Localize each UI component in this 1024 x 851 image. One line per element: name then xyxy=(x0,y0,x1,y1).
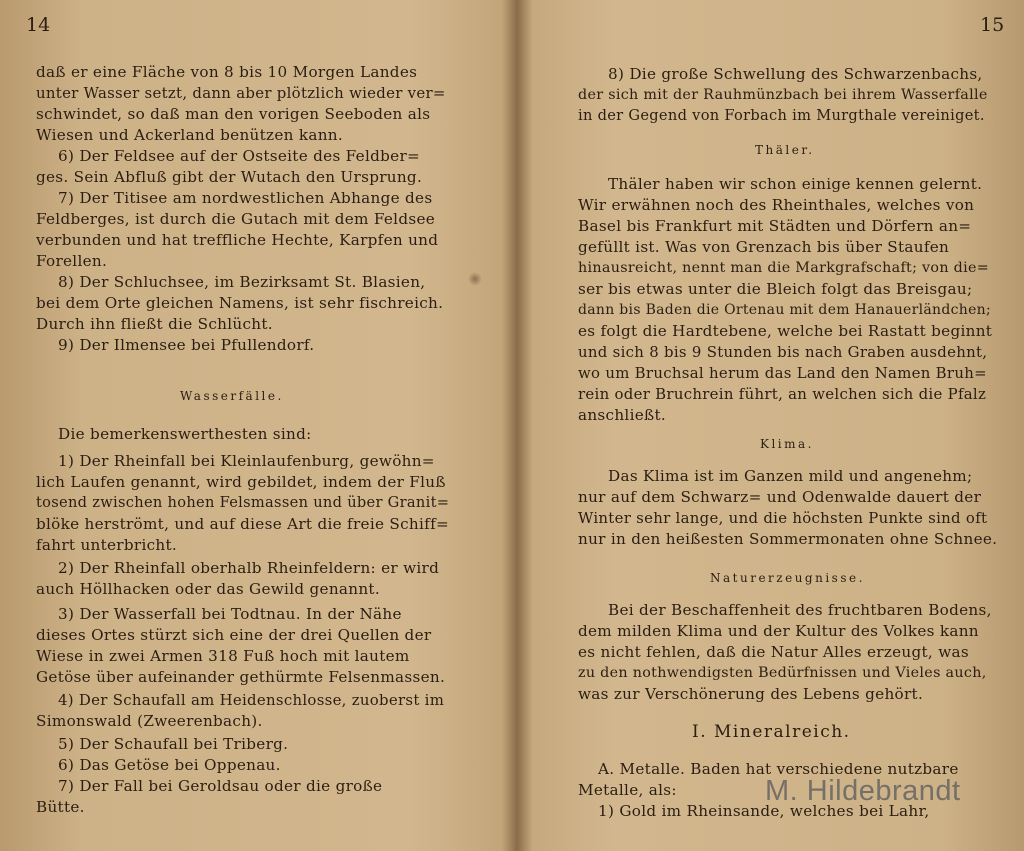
right-text-line: Metalle, als: xyxy=(578,781,677,799)
left-text-line: 3) Der Wasserfall bei Todtnau. In der Nähe xyxy=(58,605,402,623)
section-heading: Thäler. xyxy=(755,143,815,157)
right-text-line: in der Gegend von Forbach im Murgthale vereiniget. xyxy=(578,107,985,124)
right-text-line: der sich mit der Rauhmünzbach bei ihrem Wasserfalle xyxy=(578,87,988,103)
left-text-line: 9) Der Ilmensee bei Pfullendorf. xyxy=(58,336,315,354)
right-page xyxy=(522,0,1024,851)
right-text-line: und sich 8 bis 9 Stunden bis nach Graben ausdehnt, xyxy=(578,343,988,361)
right-text-line: Das Klima ist im Ganzen mild und angenehm; xyxy=(608,467,973,485)
right-text-line: anschließt. xyxy=(578,406,666,424)
left-text-line: bei dem Orte gleichen Namens, ist sehr fischreich. xyxy=(36,294,444,312)
left-text-line: blöke herströmt, und auf diese Art die freie Schiff= xyxy=(36,515,450,533)
page-number-right: 15 xyxy=(980,14,1005,36)
left-text-line: Simonswald (Zweerenbach). xyxy=(36,712,263,730)
section-heading: I. Mineralreich. xyxy=(692,722,851,742)
right-text-line: nur in den heißesten Sommermonaten ohne Schnee. xyxy=(578,530,998,548)
page-number-left: 14 xyxy=(26,14,51,36)
right-text-line: Wir erwähnen noch des Rheinthales, welches von xyxy=(578,196,975,214)
left-text-line: 5) Der Schaufall bei Triberg. xyxy=(58,735,289,753)
right-text-line: es nicht fehlen, daß die Natur Alles erzeugt, was xyxy=(578,643,969,661)
right-text-line: nur auf dem Schwarz= und Odenwalde dauert der xyxy=(578,488,982,506)
right-text-line: zu den nothwendigsten Bedürfnissen und Vieles auch, xyxy=(578,665,987,681)
right-text-line: dem milden Klima und der Kultur des Volkes kann xyxy=(578,622,979,640)
right-text-line: es folgt die Hardtebene, welche bei Rastatt beginnt xyxy=(578,322,993,340)
left-text-line: unter Wasser setzt, dann aber plötzlich wieder ver= xyxy=(36,84,446,102)
left-text-line: 4) Der Schaufall am Heidenschlosse, zuoberst im xyxy=(58,691,445,709)
section-heading: Naturerzeugnisse. xyxy=(710,571,865,585)
left-text-line: Die bemerkenswerthesten sind: xyxy=(58,425,312,443)
left-text-line: 8) Der Schluchsee, im Bezirksamt St. Blasien, xyxy=(58,273,426,291)
left-text-line: Durch ihn fließt die Schlücht. xyxy=(36,315,273,333)
section-heading: Wasserfälle. xyxy=(180,389,284,403)
right-text-line: gefüllt ist. Was von Grenzach bis über Staufen xyxy=(578,238,950,256)
right-text-line: Basel bis Frankfurt mit Städten und Dörfern an= xyxy=(578,217,972,235)
left-text-line: Wiese in zwei Armen 318 Fuß hoch mit lautem xyxy=(36,647,410,665)
right-text-line: Bei der Beschaffenheit des fruchtbaren Bodens, xyxy=(608,601,992,619)
right-text-line: 1) Gold im Rheinsande, welches bei Lahr, xyxy=(598,802,930,820)
right-text-line: ser bis etwas unter die Bleich folgt das Breisgau; xyxy=(578,280,973,298)
left-text-line: lich Laufen genannt, wird gebildet, indem der Fluß xyxy=(36,473,446,491)
left-text-line: tosend zwischen hohen Felsmassen und über Granit= xyxy=(36,494,450,511)
left-text-line: 2) Der Rheinfall oberhalb Rheinfeldern: er wird xyxy=(58,559,440,577)
right-text-line: Thäler haben wir schon einige kennen gelernt. xyxy=(608,175,983,193)
right-text-line: A. Metalle. Baden hat verschiedene nutzbare xyxy=(598,760,959,778)
left-text-line: dieses Ortes stürzt sich eine der drei Quellen der xyxy=(36,626,432,644)
right-text-line: dann bis Baden die Ortenau mit dem Hanauerländchen; xyxy=(578,302,991,318)
left-text-line: schwindet, so daß man den vorigen Seeboden als xyxy=(36,105,431,123)
left-text-line: 1) Der Rheinfall bei Kleinlaufenburg, gewöhn= xyxy=(58,452,435,470)
left-text-line: 7) Der Titisee am nordwestlichen Abhange des xyxy=(58,189,433,207)
left-text-line: daß er eine Fläche von 8 bis 10 Morgen Landes xyxy=(36,63,418,81)
left-text-line: Getöse über aufeinander gethürmte Felsenmassen. xyxy=(36,668,446,686)
right-text-line: was zur Verschönerung des Lebens gehört. xyxy=(578,685,924,703)
left-text-line: Wiesen und Ackerland benützen kann. xyxy=(36,126,343,144)
right-text-line: rein oder Bruchrein führt, an welchen sich die Pfalz xyxy=(578,385,987,403)
left-text-line: Forellen. xyxy=(36,252,108,270)
left-text-line: ges. Sein Abfluß gibt der Wutach den Ursprung. xyxy=(36,168,423,186)
left-text-line: verbunden und hat treffliche Hechte, Karpfen und xyxy=(36,231,439,249)
left-text-line: 6) Der Feldsee auf der Ostseite des Feldber= xyxy=(58,147,421,165)
left-text-line: 7) Der Fall bei Geroldsau oder die große xyxy=(58,777,383,795)
watermark: M. Hildebrandt xyxy=(765,775,961,807)
left-text-line: 6) Das Getöse bei Oppenau. xyxy=(58,756,281,774)
right-text-line: Winter sehr lange, und die höchsten Punkte sind oft xyxy=(578,509,988,527)
section-heading: Klima. xyxy=(760,437,814,451)
right-text-line: hinausreicht, nennt man die Markgrafschaft; von die= xyxy=(578,260,990,276)
right-text-line: wo um Bruchsal herum das Land den Namen Bruh= xyxy=(578,364,987,382)
left-text-line: Bütte. xyxy=(36,798,85,816)
left-text-line: fahrt unterbricht. xyxy=(36,536,178,554)
right-text-line: 8) Die große Schwellung des Schwarzenbachs, xyxy=(608,65,983,83)
left-text-line: Feldberges, ist durch die Gutach mit dem Feldsee xyxy=(36,210,436,228)
left-text-line: auch Höllhacken oder das Gewild genannt. xyxy=(36,580,380,598)
